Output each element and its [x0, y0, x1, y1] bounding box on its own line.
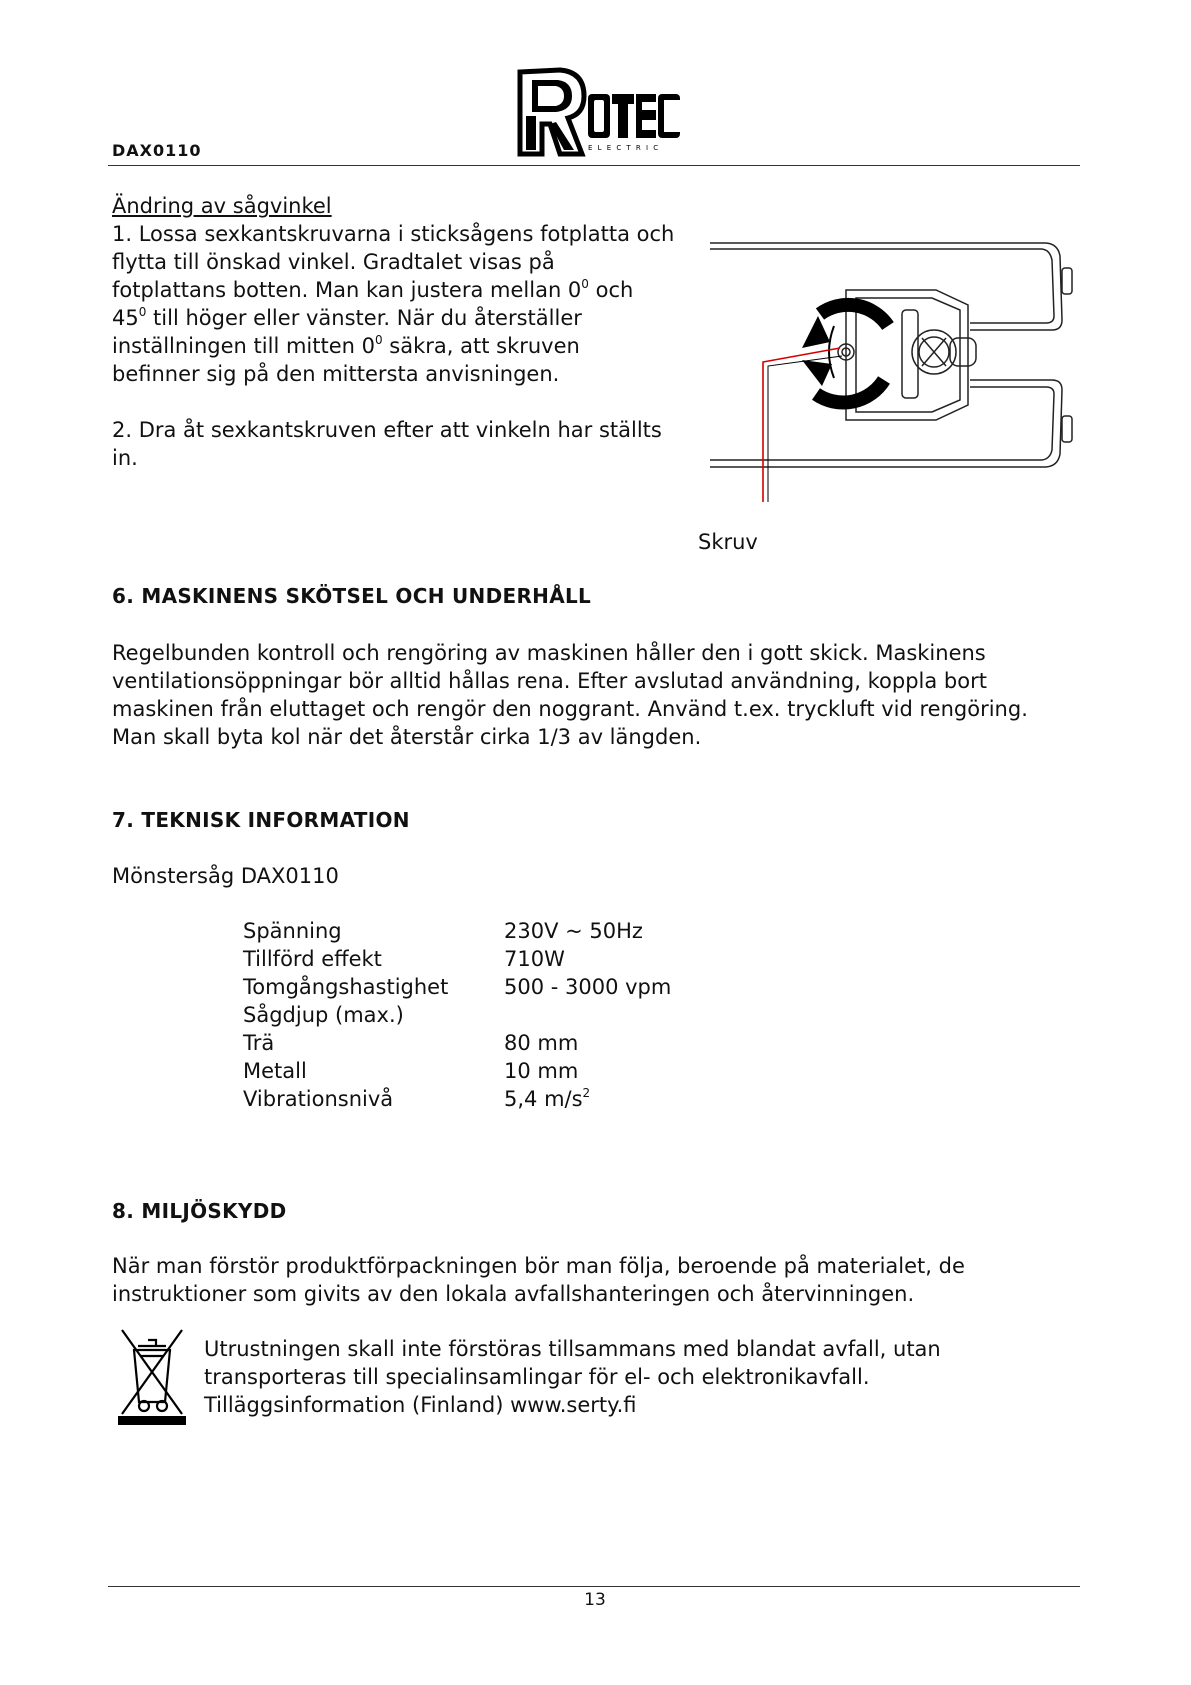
section-6-line: Regelbunden kontroll och rengöring av maskinen håller den i gott skick. Maskinens	[112, 641, 986, 665]
spec-value: 230V ~ 50Hz	[504, 919, 643, 943]
footplate-figure	[706, 230, 1080, 510]
step1-line: inställningen till mitten 0	[112, 334, 375, 358]
model-line: Mönstersåg DAX0110	[112, 864, 339, 888]
section-8-heading: 8. MILJÖSKYDD	[112, 1199, 287, 1223]
figure-caption-screw: Skruv	[698, 530, 758, 554]
spec-label: Metall	[243, 1059, 307, 1083]
weee-line: Utrustningen skall inte förstöras tillsammans med blandat avfall, utan	[204, 1337, 941, 1361]
section-6-line: ventilationsöppningar bör alltid hållas rena. Efter avslutad användning, koppla bort	[112, 669, 987, 693]
spec-label: Vibrationsnivå	[243, 1087, 394, 1111]
step1-line-tail: och	[588, 278, 634, 302]
saw-angle-heading: Ändring av sågvinkel	[112, 194, 332, 218]
spec-value: 80 mm	[504, 1031, 579, 1055]
model-code: DAX0110	[112, 141, 202, 160]
degree-sup: 0	[374, 333, 383, 347]
step2-line: in.	[112, 446, 138, 470]
spec-value	[504, 1085, 590, 1113]
spec-label: Trä	[243, 1031, 275, 1055]
page-number: 13	[584, 1590, 606, 1610]
spec-table	[243, 917, 743, 1117]
step1-line-tail: säkra, att skruven	[382, 334, 580, 358]
section-8-body	[112, 1252, 1072, 1308]
step1-line: befinner sig på den mittersta anvisningen.	[112, 362, 560, 386]
section-8-line: När man förstör produktförpackningen bör man följa, beroende på materialet, de	[112, 1254, 965, 1278]
header-rule	[108, 165, 1080, 166]
step1-line: 1. Lossa sexkantskruvarna i sticksågens fotplatta och	[112, 222, 675, 246]
logo-subtext: ELECTRIC	[588, 144, 664, 152]
spec-value: 500 - 3000 vpm	[504, 975, 672, 999]
section-6-heading: 6. MASKINENS SKÖTSEL OCH UNDERHÅLL	[112, 584, 592, 608]
section-6-line: maskinen från eluttaget och rengör den noggrant. Använd t.ex. tryckluft vid rengöring.	[112, 697, 1028, 721]
spec-label: Tillförd effekt	[243, 947, 382, 971]
vibration-value: 5,4 m/s	[504, 1087, 583, 1111]
step1-line: fotplattans botten. Man kan justera mellan 0	[112, 278, 582, 302]
weee-bin-icon	[118, 1326, 186, 1426]
step1-line: 45	[112, 306, 139, 330]
spec-label: Tomgångshastighet	[243, 975, 449, 999]
rotec-logo	[512, 66, 682, 160]
spec-value: 710W	[504, 947, 565, 971]
squared-sup: 2	[582, 1086, 591, 1100]
weee-line: Tilläggsinformation (Finland) www.serty.fi	[204, 1393, 637, 1417]
section-8-line: instruktioner som givits av den lokala avfallshanteringen och återvinningen.	[112, 1282, 915, 1306]
section-6-line: Man skall byta kol när det återstår cirka 1/3 av längden.	[112, 725, 702, 749]
section-7-heading: 7. TEKNISK INFORMATION	[112, 808, 410, 832]
step1-line-tail: till höger eller vänster. När du återställer	[146, 306, 582, 330]
spec-label: Spänning	[243, 919, 342, 943]
degree-sup: 0	[138, 305, 147, 319]
step2-line: 2. Dra åt sexkantskruven efter att vinkeln har ställts	[112, 418, 662, 442]
footer-rule	[108, 1586, 1080, 1587]
saw-angle-step1	[112, 220, 682, 388]
saw-angle-step2	[112, 416, 682, 472]
step1-line: flytta till önskad vinkel. Gradtalet visas på	[112, 250, 555, 274]
weee-text	[204, 1335, 1064, 1419]
section-6-body	[112, 639, 1072, 751]
spec-value: 10 mm	[504, 1059, 579, 1083]
weee-line: transporteras till specialinsamlingar för el- och elektronikavfall.	[204, 1365, 870, 1389]
spec-label: Sågdjup (max.)	[243, 1003, 404, 1027]
degree-sup: 0	[581, 277, 589, 291]
